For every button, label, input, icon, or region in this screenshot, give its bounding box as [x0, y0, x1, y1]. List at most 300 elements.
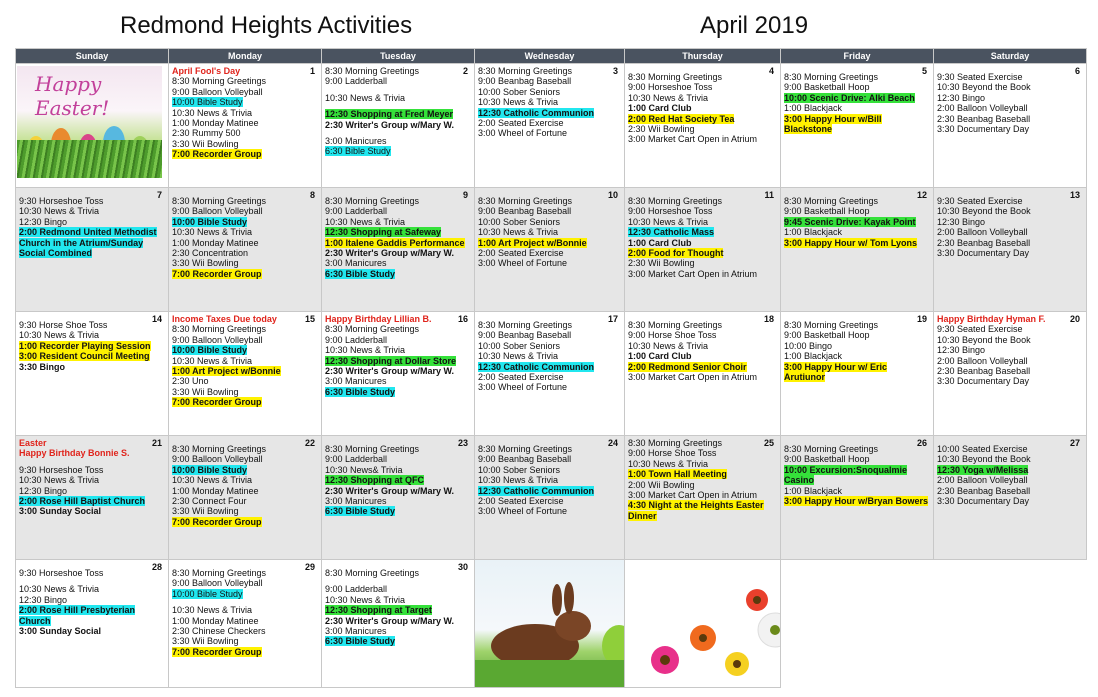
activity-label: 10:30 News & Trivia — [628, 340, 709, 351]
activity-label: 9:00 Horse Shoe Toss — [628, 448, 717, 459]
activity-item — [172, 248, 318, 258]
activity-label: 10:30 Beyond the Book — [937, 454, 1031, 465]
activity-item — [172, 149, 318, 159]
activity-item — [937, 248, 1083, 258]
day-cell — [625, 436, 781, 560]
activity-label: 6:30 Bible Study — [325, 146, 391, 157]
activity-item — [172, 626, 318, 636]
activity-item — [478, 506, 621, 516]
day-number: 20 — [1069, 314, 1080, 324]
activity-item — [325, 568, 471, 578]
activity-label: 8:30 Morning Greetings — [628, 72, 723, 82]
day-number: 25 — [763, 438, 774, 448]
activity-label: 3:00 Wheel of Fortune — [478, 506, 568, 517]
activity-label: 10:00 Bingo — [784, 340, 833, 351]
calendar-week — [16, 560, 1087, 688]
activity-label: 2:30 Concentration — [172, 248, 249, 259]
activity-label: 6:30 Bible Study — [325, 386, 396, 397]
activity-item — [784, 454, 930, 464]
activity-item — [19, 320, 165, 330]
activity-item — [325, 76, 471, 86]
activity-label: 10:00 Bible Study — [172, 464, 248, 475]
activity-label: 1:00 Monday Matinee — [172, 615, 259, 626]
day-cell — [16, 436, 169, 560]
activity-item — [172, 356, 318, 366]
activity-label: 3:00 Manicures — [325, 496, 387, 507]
activity-item — [478, 87, 621, 97]
activity-label: 3:00 Sunday Social — [19, 626, 102, 637]
activity-item — [172, 496, 318, 506]
activity-item — [325, 486, 471, 496]
calendar-week — [16, 312, 1087, 436]
activity-item — [172, 345, 318, 355]
activity-label: 8:30 Morning Greetings — [325, 568, 420, 578]
activity-item — [19, 568, 165, 578]
day-number: 10 — [607, 190, 618, 200]
activity-label: 1:00 Monday Matinee — [172, 118, 259, 129]
day-cell — [781, 436, 934, 560]
day-cell — [322, 560, 475, 688]
activity-label: 8:30 Morning Greetings — [478, 196, 573, 206]
activity-item — [937, 103, 1083, 113]
activity-item — [172, 454, 318, 464]
activity-item — [478, 372, 621, 382]
activity-label: 12:30 Catholic Communion — [478, 361, 595, 372]
day-number: 14 — [151, 314, 162, 324]
activity-label: 8:30 Morning Greetings — [325, 66, 420, 76]
activity-item — [172, 578, 318, 588]
activity-item — [172, 87, 318, 97]
activity-label: 10:30 News & Trivia — [478, 97, 559, 108]
activity-item — [478, 108, 621, 118]
activity-item — [325, 324, 471, 334]
activity-label: 10:00 Sober Seniors — [478, 464, 561, 475]
activity-label: 8:30 Morning Greetings — [784, 444, 879, 454]
day-cell — [934, 64, 1087, 188]
activity-item — [325, 238, 471, 248]
day-number: 8 — [309, 190, 315, 200]
activity-item — [628, 469, 777, 479]
activity-item — [172, 568, 318, 578]
activity-item — [937, 114, 1083, 124]
activity-item — [784, 217, 930, 227]
happy-easter-text: Happy Easter! — [35, 72, 110, 120]
activity-item — [784, 465, 930, 486]
activity-label: 10:30 News & Trivia — [325, 345, 406, 356]
activity-label: April Fool's Day — [172, 66, 241, 76]
activity-item — [478, 330, 621, 340]
activity-label: 2:30 Writer's Group w/Mary W. — [325, 248, 455, 259]
activity-label: 10:30 News & Trivia — [628, 92, 709, 103]
activity-item — [628, 206, 777, 216]
activity-item — [937, 475, 1083, 485]
activity-label: 3:00 Market Cart Open in Atrium — [628, 490, 758, 501]
activity-item — [628, 362, 777, 372]
activity-label: 3:00 Resident Council Meeting — [19, 351, 150, 362]
activity-item — [172, 335, 318, 345]
activity-item — [937, 196, 1083, 206]
activity-item — [478, 118, 621, 128]
activity-label: 3:00 Happy Hour w/ Eric Arutiunor — [784, 361, 888, 383]
activity-item — [172, 139, 318, 149]
activity-label: 9:00 Horseshoe Toss — [628, 206, 713, 217]
activity-item — [19, 486, 165, 496]
activity-item — [784, 351, 930, 361]
activity-item — [784, 103, 930, 113]
activity-label: 12:30 Bingo — [937, 345, 986, 356]
activity-label: 12:30 Catholic Mass — [628, 227, 715, 238]
activity-label: 8:30 Morning Greetings — [172, 324, 267, 335]
activity-label: 1:00 Monday Matinee — [172, 485, 259, 496]
activity-label: 1:00 Card Club — [628, 103, 692, 114]
activity-item — [19, 506, 165, 516]
activity-label: 9:00 Ladderball — [325, 76, 388, 87]
day-number: 27 — [1069, 438, 1080, 448]
day-cell — [16, 312, 169, 436]
activity-item — [325, 66, 471, 76]
activity-item — [325, 269, 471, 279]
activity-item — [478, 248, 621, 258]
activity-label: 10:00 Sober Seniors — [478, 340, 561, 351]
activity-item — [172, 269, 318, 279]
activity-item — [325, 345, 471, 355]
activity-item — [325, 258, 471, 268]
activity-label: 10:00 Bible Study — [172, 97, 243, 108]
activity-label: 2:00 Seated Exercise — [478, 372, 564, 383]
activity-label: 9:00 Beanbag Baseball — [478, 206, 572, 217]
activity-item — [19, 196, 165, 206]
day-number: 28 — [151, 562, 162, 572]
special-note — [937, 314, 1083, 324]
day-number: 2 — [462, 66, 468, 76]
activity-label: 8:30 Morning Greetings — [784, 196, 879, 206]
activity-label: 9:00 Basketball Hoop — [784, 454, 870, 465]
activity-item — [19, 351, 165, 361]
day-cell — [169, 436, 322, 560]
activity-label: 3:00 Manicures — [325, 376, 387, 387]
activity-label: 10:30 News & Trivia — [628, 216, 709, 227]
weekday-monday: Monday — [169, 49, 322, 64]
activity-item — [478, 341, 621, 351]
activity-label: 8:30 Morning Greetings — [478, 320, 573, 330]
activity-label: 9:00 Basketball Hoop — [784, 330, 870, 341]
activity-item — [172, 486, 318, 496]
calendar-week — [16, 64, 1087, 188]
activity-item — [628, 93, 777, 103]
activity-label: 8:30 Morning Greetings — [628, 196, 723, 206]
activity-item — [784, 341, 930, 351]
activity-item — [784, 206, 930, 216]
activity-item — [628, 341, 777, 351]
activity-item — [325, 496, 471, 506]
activity-label: 9:00 Horseshoe Toss — [628, 82, 713, 93]
activity-label: 9:30 Seated Exercise — [937, 324, 1023, 335]
activity-label: 1:00 Card Club — [628, 351, 692, 362]
activity-label: 9:00 Ladderball — [325, 334, 388, 345]
activity-label: 10:30 News & Trivia — [478, 351, 559, 362]
day-number: 19 — [916, 314, 927, 324]
activity-label: 12:30 Bingo — [19, 594, 68, 605]
activity-label: 2:30 Wii Bowling — [628, 124, 695, 135]
activity-item — [172, 108, 318, 118]
day-cell — [322, 312, 475, 436]
day-cell — [475, 64, 625, 188]
activity-label: 10:00 Seated Exercise — [937, 444, 1028, 454]
activity-item — [628, 480, 777, 490]
activity-label: 1:00 Recorder Playing Session — [19, 340, 151, 351]
activity-label: 2:00 Redmond Senior Choir — [628, 361, 747, 372]
activity-item — [172, 118, 318, 128]
activity-label: 2:30 Writer's Group w/Mary W. — [325, 615, 455, 626]
activity-label: 3:00 Market Cart Open in Atrium — [628, 134, 758, 145]
activity-item — [478, 454, 621, 464]
activity-item — [172, 465, 318, 475]
activity-item — [628, 103, 777, 113]
activity-label: 3:30 Bingo — [19, 361, 66, 372]
activity-item — [937, 345, 1083, 355]
activity-label: 9:00 Balloon Volleyball — [172, 206, 263, 217]
activity-label: 10:30 News & Trivia — [172, 475, 253, 486]
activity-label: 9:00 Balloon Volleyball — [172, 334, 263, 345]
activity-label: 12:30 Bingo — [937, 216, 986, 227]
activity-label: 8:30 Morning Greetings — [628, 438, 723, 448]
activity-item — [325, 595, 471, 605]
activity-label: 12:30 Yoga w/Melissa — [937, 464, 1029, 475]
activity-item — [19, 496, 165, 506]
chocolate-bunny-image — [475, 560, 625, 687]
activity-label: 3:00 Market Cart Open in Atrium — [628, 268, 758, 279]
activity-item — [172, 217, 318, 227]
activity-item — [628, 438, 777, 448]
activity-item — [325, 626, 471, 636]
activity-item — [172, 506, 318, 516]
activity-label: 2:00 Balloon Volleyball — [937, 227, 1028, 238]
activity-item — [784, 196, 930, 206]
activity-item — [19, 605, 165, 626]
activity-label: 9:00 Balloon Volleyball — [172, 86, 263, 97]
activity-label: 8:30 Morning Greetings — [325, 324, 420, 335]
weekday-tuesday: Tuesday — [322, 49, 475, 64]
activity-label: 3:00 Manicures — [325, 258, 387, 269]
activity-label: 9:00 Ladderball — [325, 454, 388, 465]
day-cell — [781, 64, 934, 188]
activity-label: 10:30 News & Trivia — [172, 355, 253, 366]
day-number: 17 — [607, 314, 618, 324]
activity-label: 10:30 News & Trivia — [172, 605, 253, 616]
activity-item — [478, 66, 621, 76]
activity-label: 10:30 Beyond the Book — [937, 82, 1031, 93]
day-cell — [322, 436, 475, 560]
activity-label: 2:00 Rose Hill Presbyterian Church — [19, 605, 136, 626]
activity-item — [628, 459, 777, 469]
activity-label: 3:30 Documentary Day — [937, 248, 1030, 259]
activity-item — [478, 76, 621, 86]
activity-label: 2:00 Wii Bowling — [628, 479, 695, 490]
activity-item — [628, 500, 777, 521]
activity-item — [19, 330, 165, 340]
activity-item — [19, 595, 165, 605]
activity-label: 1:00 Blackjack — [784, 351, 843, 362]
day-cell — [16, 64, 169, 188]
day-number: 1 — [309, 66, 315, 76]
day-cell — [934, 312, 1087, 436]
activity-item — [628, 114, 777, 124]
activity-item — [172, 517, 318, 527]
activity-item — [172, 366, 318, 376]
activity-label: 3:00 Wheel of Fortune — [478, 258, 568, 269]
activity-label: 2:00 Seated Exercise — [478, 118, 564, 129]
activity-label: Easter — [19, 438, 47, 448]
activity-label: 2:30 Beanbag Baseball — [937, 113, 1031, 124]
day-number: 4 — [768, 66, 774, 76]
activity-label: 12:30 Bingo — [19, 216, 68, 227]
activity-label: 7:00 Recorder Group — [172, 268, 262, 279]
activity-item — [172, 97, 318, 107]
activity-label: 9:00 Ladderball — [325, 584, 388, 595]
day-number: 11 — [764, 190, 774, 200]
activity-label: 10:00 Sober Seniors — [478, 216, 561, 227]
activity-label: 10:30 Beyond the Book — [937, 334, 1031, 345]
activity-item — [325, 376, 471, 386]
activity-label: 2:00 Balloon Volleyball — [937, 103, 1028, 114]
activity-label: 9:00 Beanbag Baseball — [478, 330, 572, 341]
activity-item — [478, 320, 621, 330]
activity-label: 10:30 News & Trivia — [325, 216, 406, 227]
activity-label: 10:30 News & Trivia — [325, 594, 406, 605]
activity-label: 10:30 News & Trivia — [19, 584, 100, 595]
activity-item — [628, 217, 777, 227]
activity-item — [937, 72, 1083, 82]
activity-item — [172, 324, 318, 334]
activity-item — [628, 124, 777, 134]
activity-item — [628, 330, 777, 340]
activity-label: 1:00 Blackjack — [784, 485, 843, 496]
activity-label: 10:00 Bible Study — [172, 216, 248, 227]
activity-item — [325, 146, 471, 156]
activity-item — [172, 227, 318, 237]
activity-label: 2:30 Beanbag Baseball — [937, 237, 1031, 248]
activity-item — [937, 206, 1083, 216]
activity-item — [478, 258, 621, 268]
activity-item — [628, 351, 777, 361]
activity-label: Happy Birthday Bonnie S. — [19, 448, 130, 459]
activity-label: 8:30 Morning Greetings — [172, 196, 267, 206]
activity-item — [172, 605, 318, 615]
activity-label: 9:00 Basketball Hoop — [784, 82, 870, 93]
activity-item — [478, 486, 621, 496]
activity-item — [628, 269, 777, 279]
activity-item — [19, 584, 165, 594]
activity-item — [937, 335, 1083, 345]
activity-item — [325, 248, 471, 258]
activity-item — [937, 454, 1083, 464]
activity-item — [937, 93, 1083, 103]
activity-label: 3:00 Sunday Social — [19, 506, 102, 517]
activity-label: 1:00 Monday Matinee — [172, 237, 259, 248]
activity-item — [937, 124, 1083, 134]
activity-label: 10:00 Bible Study — [172, 345, 248, 356]
activity-item — [325, 636, 471, 646]
activity-label: 2:00 Redmond United Methodist Church in the Atrium/Sunday Social Combined — [19, 227, 157, 259]
activity-label: 8:30 Morning Greetings — [172, 76, 267, 87]
activity-item — [325, 584, 471, 594]
activity-item — [937, 217, 1083, 227]
activity-item — [937, 82, 1083, 92]
activity-item — [937, 444, 1083, 454]
activity-label: 2:00 Food for Thought — [628, 248, 724, 259]
activity-item — [937, 324, 1083, 334]
activity-label: 12:30 Shopping at Dollar Store — [325, 355, 457, 366]
activity-item — [19, 465, 165, 475]
activity-label: 10:30 News& Trivia — [325, 464, 403, 475]
activity-label: 3:30 Documentary Day — [937, 376, 1030, 387]
activity-label: 2:30 Beanbag Baseball — [937, 366, 1031, 377]
activity-label: 2:00 Seated Exercise — [478, 248, 564, 259]
calendar-grid — [15, 48, 1087, 688]
activity-label: 2:30 Uno — [172, 376, 209, 387]
activity-label: 10:30 News & Trivia — [19, 206, 100, 217]
activity-item — [325, 387, 471, 397]
activity-label: 10:00 Sober Seniors — [478, 86, 561, 97]
activity-label: 7:00 Recorder Group — [172, 516, 262, 527]
weekday-wednesday: Wednesday — [475, 49, 625, 64]
activity-item — [478, 351, 621, 361]
activity-item — [937, 376, 1083, 386]
activity-label: 2:30 Wii Bowling — [628, 258, 695, 269]
activity-item — [172, 258, 318, 268]
activity-item — [172, 475, 318, 485]
activity-item — [478, 217, 621, 227]
activity-label: 10:30 News & Trivia — [172, 107, 253, 118]
calendar-title: Redmond Heights Activities — [120, 12, 413, 39]
activity-item — [784, 444, 930, 454]
gerbera-flowers-image — [625, 560, 781, 687]
day-number: 21 — [151, 438, 162, 448]
activity-label: 9:00 Horse Shoe Toss — [628, 330, 717, 341]
day-number: 9 — [462, 190, 468, 200]
activity-item — [628, 248, 777, 258]
activity-label: 12:30 Shopping at Target — [325, 605, 432, 616]
day-number: 16 — [457, 314, 468, 324]
activity-item — [628, 82, 777, 92]
special-note — [19, 438, 165, 448]
activity-item — [478, 227, 621, 237]
day-number: 22 — [304, 438, 315, 448]
activity-item — [325, 454, 471, 464]
activity-label: 10:30 News & Trivia — [478, 227, 559, 238]
day-cell — [781, 312, 934, 436]
day-number: 3 — [612, 66, 618, 76]
activity-label: 12:30 Shopping at QFC — [325, 475, 425, 486]
activity-label: 1:00 Town Hall Meeting — [628, 469, 727, 480]
day-number: 5 — [921, 66, 927, 76]
day-cell — [169, 560, 322, 688]
activity-label: 2:30 Writer's Group w/Mary W. — [325, 485, 455, 496]
activity-label: 8:30 Morning Greetings — [172, 568, 267, 578]
activity-label: 3:30 Wii Bowling — [172, 386, 239, 397]
activity-label: 2:30 Beanbag Baseball — [937, 485, 1031, 496]
activity-label: 2:00 Balloon Volleyball — [937, 355, 1028, 366]
day-number: 15 — [304, 314, 315, 324]
activity-item — [628, 238, 777, 248]
activity-item — [19, 206, 165, 216]
activity-item — [325, 227, 471, 237]
activity-item — [937, 366, 1083, 376]
activity-label: Happy Birthday Lillian B. — [325, 314, 432, 324]
activity-item — [478, 362, 621, 372]
activity-item — [478, 496, 621, 506]
activity-label: 12:30 Bingo — [19, 485, 68, 496]
